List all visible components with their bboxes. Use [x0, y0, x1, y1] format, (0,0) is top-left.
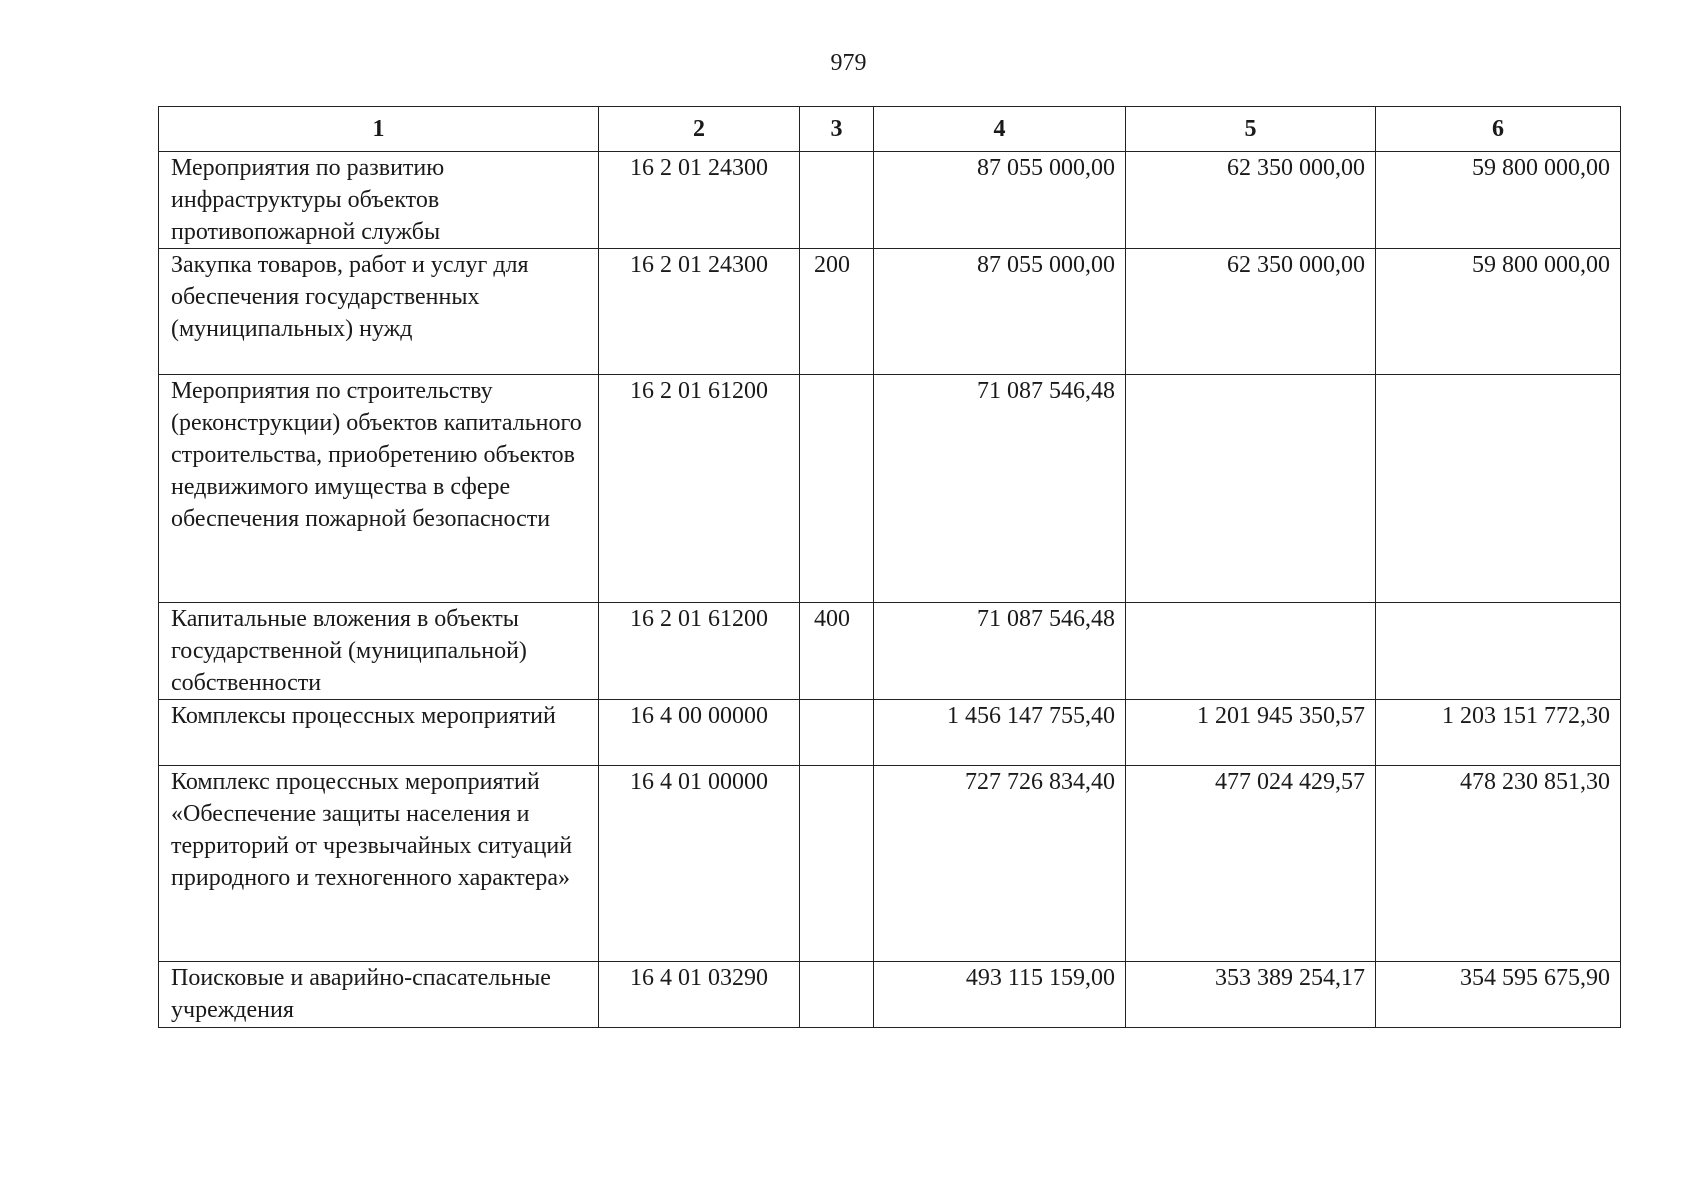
row-csr-code: 16 2 01 24300 [599, 152, 800, 249]
table-row [159, 152, 1621, 249]
row-expense-type [800, 962, 874, 1028]
table-header-row [159, 107, 1621, 152]
row-name: Капитальные вложения в объекты государственной (муниципальной) собственности [159, 603, 599, 700]
row-amount-1: 71 087 546,48 [874, 375, 1126, 603]
row-amount-1: 493 115 159,00 [874, 962, 1126, 1028]
row-amount-2: 62 350 000,00 [1126, 249, 1376, 375]
column-header-4: 4 [874, 107, 1126, 152]
row-amount-2: 477 024 429,57 [1126, 766, 1376, 962]
row-amount-3 [1376, 375, 1621, 603]
table-row [159, 375, 1621, 603]
row-amount-2: 353 389 254,17 [1126, 962, 1376, 1028]
budget-table [158, 106, 1621, 1028]
column-header-1: 1 [159, 107, 599, 152]
row-expense-type: 400 [800, 603, 874, 700]
column-header-5: 5 [1126, 107, 1376, 152]
table-row [159, 766, 1621, 962]
row-name: Комплексы процессных мероприятий [159, 700, 599, 766]
row-amount-3: 59 800 000,00 [1376, 152, 1621, 249]
table-row [159, 700, 1621, 766]
row-name: Закупка товаров, работ и услуг для обеспечения государственных (муниципальных) нужд [159, 249, 599, 375]
row-expense-type [800, 152, 874, 249]
row-csr-code: 16 4 00 00000 [599, 700, 800, 766]
row-amount-3: 478 230 851,30 [1376, 766, 1621, 962]
row-amount-2 [1126, 603, 1376, 700]
row-expense-type: 200 [800, 249, 874, 375]
row-amount-1: 71 087 546,48 [874, 603, 1126, 700]
row-csr-code: 16 2 01 61200 [599, 375, 800, 603]
row-amount-2 [1126, 375, 1376, 603]
row-csr-code: 16 2 01 61200 [599, 603, 800, 700]
table-row [159, 249, 1621, 375]
row-amount-1: 87 055 000,00 [874, 152, 1126, 249]
row-expense-type [800, 766, 874, 962]
row-expense-type [800, 700, 874, 766]
row-name: Мероприятия по строительству (реконструкции) объектов капитального строительства, приобретению объектов недвижимого имущества в сфере обеспечения пожарной безопасности [159, 375, 599, 603]
row-name: Комплекс процессных мероприятий «Обеспечение защиты населения и территорий от чрезвычайных ситуаций природного и техногенного характера» [159, 766, 599, 962]
row-amount-3: 354 595 675,90 [1376, 962, 1621, 1028]
row-amount-1: 1 456 147 755,40 [874, 700, 1126, 766]
row-amount-1: 727 726 834,40 [874, 766, 1126, 962]
row-amount-2: 1 201 945 350,57 [1126, 700, 1376, 766]
row-csr-code: 16 2 01 24300 [599, 249, 800, 375]
table-row [159, 603, 1621, 700]
row-amount-3: 1 203 151 772,30 [1376, 700, 1621, 766]
row-csr-code: 16 4 01 00000 [599, 766, 800, 962]
table-row [159, 962, 1621, 1028]
row-csr-code: 16 4 01 03290 [599, 962, 800, 1028]
column-header-3: 3 [800, 107, 874, 152]
row-amount-3 [1376, 603, 1621, 700]
page-number: 979 [830, 50, 867, 76]
row-amount-1: 87 055 000,00 [874, 249, 1126, 375]
column-header-6: 6 [1376, 107, 1621, 152]
column-header-2: 2 [599, 107, 800, 152]
row-name: Поисковые и аварийно-спасательные учреждения [159, 962, 599, 1028]
row-amount-2: 62 350 000,00 [1126, 152, 1376, 249]
row-amount-3: 59 800 000,00 [1376, 249, 1621, 375]
row-expense-type [800, 375, 874, 603]
row-name: Мероприятия по развитию инфраструктуры объектов противопожарной службы [159, 152, 599, 249]
